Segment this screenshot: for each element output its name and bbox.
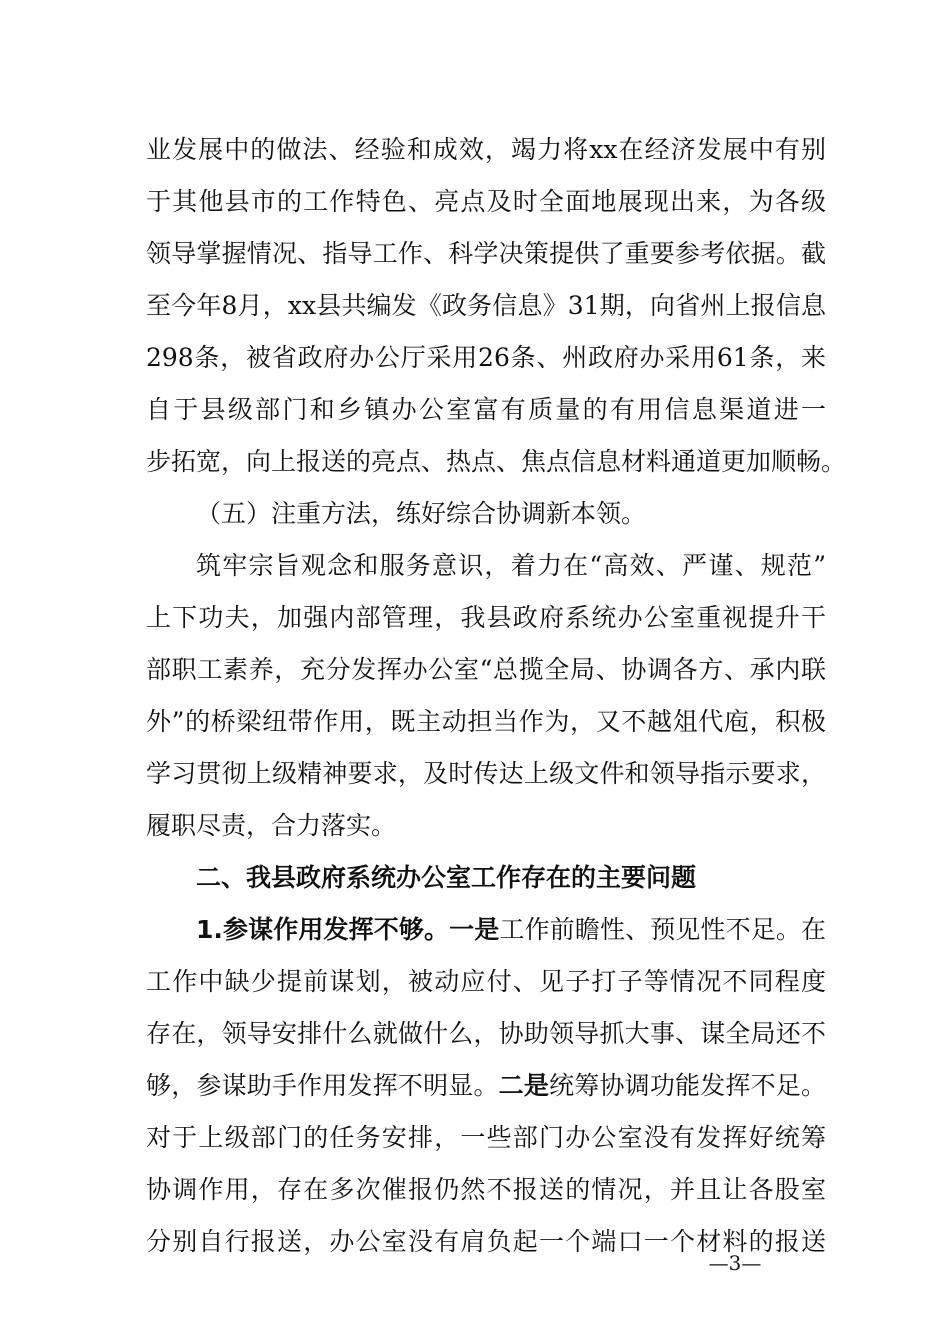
paragraph-line: 至今年8月，xx县共编发《政务信息》31期，向省州上报信息 xyxy=(146,291,826,320)
text-run: 统筹协调功能发挥不足。 xyxy=(549,1071,826,1100)
text-run: 够，参谋助手作用发挥不明显。 xyxy=(146,1071,499,1100)
paragraph-line: 外”的桥梁纽带作用，既主动担当作为，又不越俎代庖，积极 xyxy=(146,707,826,736)
paragraph-line: 业发展中的做法、经验和成效，竭力将xx在经济发展中有别 xyxy=(146,135,826,164)
paragraph-line: 工作中缺少提前谋划，被动应付、见子打子等情况不同程度 xyxy=(146,967,826,996)
paragraph-line xyxy=(196,904,826,956)
section-heading: 二、我县政府系统办公室工作存在的主要问题 xyxy=(196,863,697,892)
paragraph-line: 298条，被省政府办公厅采用26条、州政府办采用61条，来 xyxy=(146,343,826,372)
bold-lead: 1.参谋作用发挥不够。一是 xyxy=(196,915,500,944)
text-run: 工作前瞻性、预见性不足。在 xyxy=(499,915,826,944)
paragraph-line: 上下功夫，加强内部管理，我县政府系统办公室重视提升干 xyxy=(146,603,826,632)
paragraph-line: 筑牢宗旨观念和服务意识，着力在“高效、严谨、规范” xyxy=(196,551,826,580)
paragraph-line: 自于县级部门和乡镇办公室富有质量的有用信息渠道进一 xyxy=(146,395,826,424)
paragraph-line: 领导掌握情况、指导工作、科学决策提供了重要参考依据。截 xyxy=(146,239,826,268)
paragraph-line: 分别自行报送，办公室没有肩负起一个端口一个材料的报送 xyxy=(146,1227,826,1256)
page-number: —3— xyxy=(708,1251,762,1275)
subheading-5: （五）注重方法，练好综合协调新本领。 xyxy=(196,499,647,528)
paragraph-line: 部职工素养，充分发挥办公室“总揽全局、协调各方、承内联 xyxy=(146,655,826,684)
paragraph-line: 协调作用，存在多次催报仍然不报送的情况，并且让各股室 xyxy=(146,1175,826,1204)
paragraph-line: 存在，领导安排什么就做什么，协助领导抓大事、谋全局还不 xyxy=(146,1019,826,1048)
paragraph-line xyxy=(146,1060,826,1112)
paragraph-line: 于其他县市的工作特色、亮点及时全面地展现出来，为各级 xyxy=(146,187,826,216)
paragraph-line: 对于上级部门的任务安排，一些部门办公室没有发挥好统筹 xyxy=(146,1123,826,1152)
paragraph-line: 学习贯彻上级精神要求，及时传达上级文件和领导指示要求， xyxy=(146,759,826,788)
paragraph-line: 履职尽责，合力落实。 xyxy=(146,811,397,840)
bold-lead: 二是 xyxy=(498,1071,550,1100)
paragraph-line: 步拓宽，向上报送的亮点、热点、焦点信息材料通道更加顺畅。 xyxy=(146,447,847,476)
